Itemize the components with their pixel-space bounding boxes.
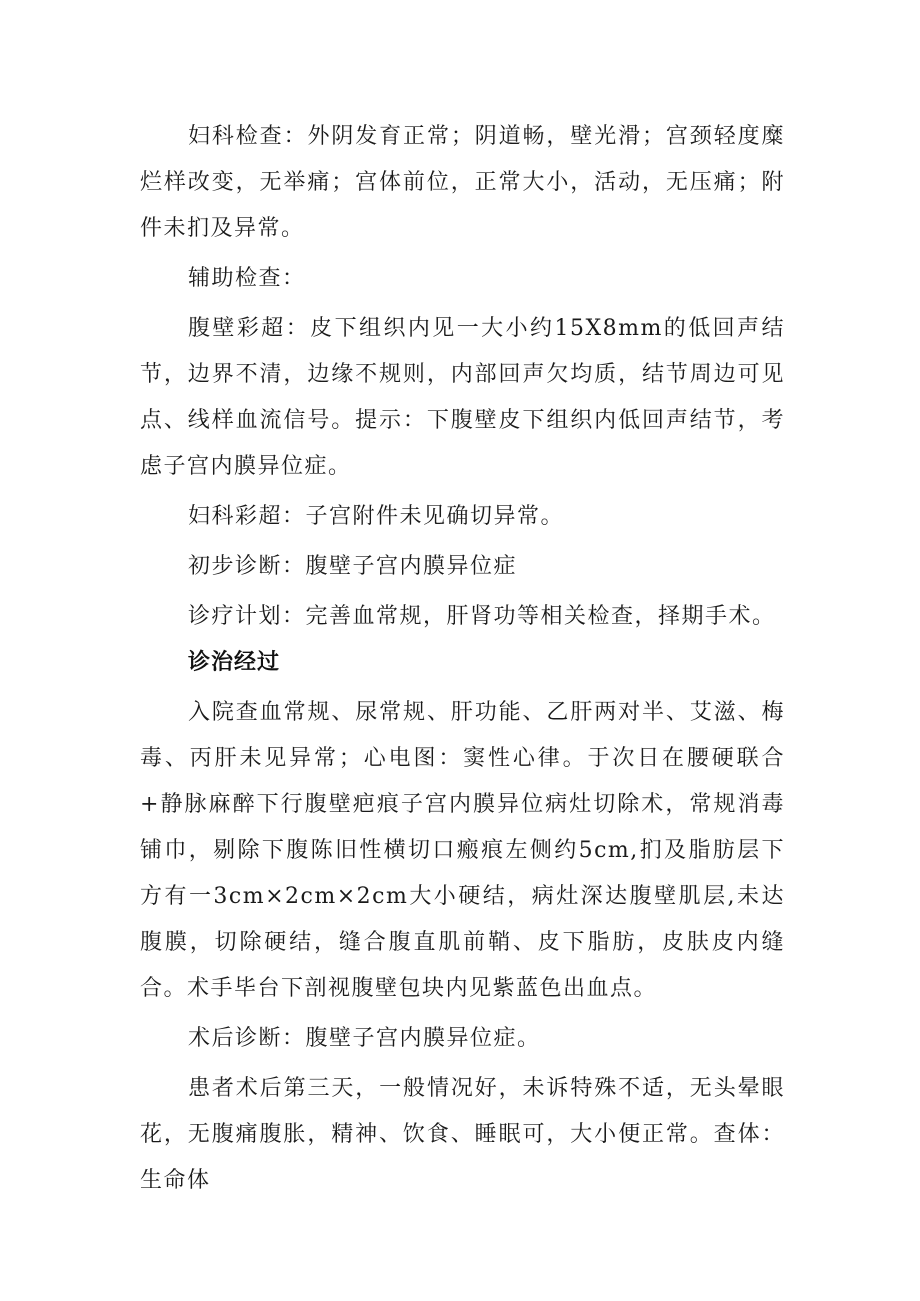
paragraph-gynecological-ultrasound: 妇科彩超：子宫附件未见确切异常。	[188, 504, 565, 529]
paragraph-preliminary-diagnosis: 初步诊断：腹壁子宫内膜异位症	[188, 554, 518, 579]
paragraph-abdominal-ultrasound: 腹壁彩超：皮下组织内见一大小约15X8mm的低回声结节，边界不清，边缘不规则，内部回声欠均质，结节周边可见点、线样血流信号。提示：下腹壁皮下组织内低回声结节，考虑子宫内膜异位症。	[140, 316, 785, 479]
paragraph-auxiliary-exam-label: 辅助检查：	[188, 266, 306, 291]
section-heading: 诊治经过	[188, 650, 281, 675]
paragraph-postoperative-diagnosis: 术后诊断：腹壁子宫内膜异位症。	[188, 1026, 541, 1051]
paragraph-treatment-course: 入院查血常规、尿常规、肝功能、乙肝两对半、艾滋、梅毒、丙肝未见异常；心电图：窦性心律。于次日在腰硬联合+静脉麻醉下行腹壁疤痕子宫内膜异位病灶切除术，常规消毒铺巾，剔除下腹陈旧性横切口瘢痕左侧约5cm,扪及脂肪层下方有一3cm×2cm×2cm大小硬结，病灶深达腹壁肌层,未达腹膜，切除硬结，缝合腹直肌前鞘、皮下脂肪，皮肤皮内缝合。术手毕台下剖视腹壁包块内见紫蓝色出血点。	[140, 700, 785, 1001]
paragraph-postoperative-day3: 患者术后第三天，一般情况好，未诉特殊不适，无头晕眼花，无腹痛腹胀，精神、饮食、睡眠可，大小便正常。查体：生命体	[140, 1076, 785, 1193]
paragraph-treatment-plan: 诊疗计划：完善血常规，肝肾功等相关检查，择期手术。	[188, 604, 776, 629]
document-body	[140, 114, 785, 1204]
paragraph-gynecological-exam: 妇科检查：外阴发育正常；阴道畅，壁光滑；宫颈轻度糜烂样改变，无举痛；宫体前位，正常大小，活动，无压痛；附件未扪及异常。	[140, 124, 785, 241]
